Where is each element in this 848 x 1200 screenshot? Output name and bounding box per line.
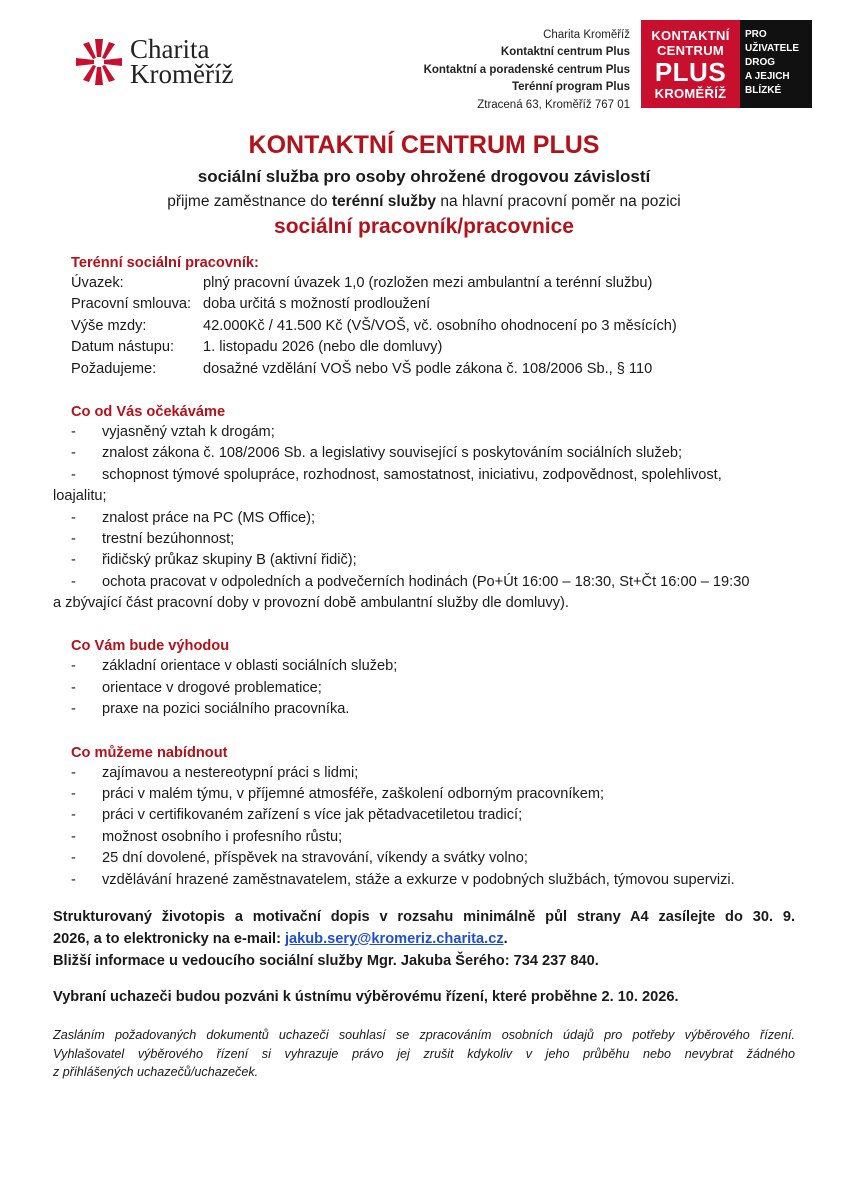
- job-heading: Terénní sociální pracovník:: [71, 255, 259, 271]
- address-block: [424, 27, 630, 114]
- kc-plus-badge: [641, 20, 812, 108]
- job-row-value: 1. listopadu 2026 (nebo dle domluvy): [203, 339, 443, 356]
- badge-red-panel: [641, 20, 740, 108]
- address-line-2: Kontaktní a poradenské centrum Plus: [423, 63, 630, 76]
- list-item: - vyjasněný vztah k drogám;: [71, 423, 275, 440]
- address-org: Charita Kroměříž: [543, 29, 630, 41]
- badge-black-line-1: PRO: [745, 29, 767, 40]
- note-line-1: Zasláním požadovaných dokumentů uchazeči souhlasí se zpracováním osobních údajů pro potřeby výběrového řízení.: [53, 1028, 795, 1042]
- list-item: - 25 dní dovolené, příspěvek na stravování, víkendy a svátky volno;: [71, 850, 528, 867]
- job-row-value: dosažné vzdělání VOŠ nebo VŠ podle zákona č. 108/2006 Sb., § 110: [203, 360, 653, 377]
- list-item: - vzdělávání hrazené zaměstnavatelem, stáže a exkurze v podobných službách, týmovou supervizi.: [71, 871, 735, 888]
- badge-black-line-3: DROG: [745, 57, 775, 68]
- job-row: [71, 273, 798, 294]
- advantage-heading: Co Vám bude výhodou: [71, 638, 230, 655]
- list-item: - orientace v drogové problematice;: [71, 679, 322, 696]
- list-item: - základní orientace v oblasti sociálních služeb;: [71, 658, 398, 675]
- address-line-3: Terénní program Plus: [511, 81, 630, 94]
- logo-text: [130, 34, 234, 89]
- apply-line-1: Strukturovaný životopis a motivační dopis v rozsahu minimálně půl strany A4 zasílejte do 30. 9.: [53, 909, 795, 925]
- list-item-continuation: a zbývající část pracovní doby v provozní době ambulantní služby dle domluvy).: [53, 595, 569, 612]
- badge-black-line-5: BLÍZKÉ: [745, 85, 782, 96]
- list-item: - možnost osobního i profesního růstu;: [71, 828, 343, 845]
- hire-pre: přijme zaměstnance do: [167, 193, 332, 210]
- list-item: - ochota pracovat v odpoledních a podvečerních hodinách (Po+Út 16:00 – 18:30, St+Čt 16:00 – 19:30: [71, 573, 750, 590]
- list-item: - schopnost týmové spolupráce, rozhodnost, samostatnost, iniciativu, zodpovědnost, spolehlivost,: [71, 466, 722, 483]
- job-row: [71, 294, 798, 315]
- badge-red-line-1: KONTAKTNÍ: [651, 28, 730, 43]
- badge-black-panel: [745, 28, 799, 98]
- badge-red-line-3: PLUS: [654, 57, 727, 87]
- list-item: - řidičský průkaz skupiny B (aktivní řidič);: [71, 552, 357, 569]
- page-subtitle: sociální služba pro osoby ohrožené drogovou závislostí: [197, 167, 651, 186]
- page-header: [0, 0, 848, 120]
- list-item: - zajímavou a nestereotypní práci s lidmi;: [71, 764, 359, 781]
- hire-bold: terénní služby: [331, 193, 437, 210]
- apply-line-2: 2026, a to elektronicky na e-mail: jakub.sery@kromeriz.charita.cz.: [53, 930, 508, 947]
- job-row-key: Datum nástupu:: [71, 339, 175, 356]
- job-row-value: plný pracovní úvazek 1,0 (rozložen mezi ambulantní a terénní službu): [203, 275, 653, 291]
- position-title: sociální pracovník/pracovnice: [274, 215, 574, 238]
- selection-info: Vybraní uchazeči budou pozváni k ústnímu výběrovému řízení, které proběhne 2. 10. 2026.: [53, 989, 679, 1005]
- job-row: [71, 359, 798, 380]
- badge-black-line-4: A JEJICH: [745, 71, 790, 82]
- list-item: - trestní bezúhonnost;: [71, 530, 235, 547]
- badge-red-line-4: KROMĚŘÍŽ: [654, 86, 727, 101]
- job-row-key: Výše mzdy:: [71, 317, 147, 334]
- list-item-continuation: loajalitu;: [53, 488, 107, 505]
- hire-line: [0, 193, 848, 211]
- list-item: - znalost zákona č. 108/2006 Sb. a legislativy související s poskytováním sociálních služeb;: [71, 445, 683, 462]
- address-street: Ztracená 63, Kroměříž 767 01: [477, 98, 630, 111]
- privacy-note: [53, 1026, 795, 1082]
- expect-heading: Co od Vás očekáváme: [71, 403, 226, 420]
- job-row: [71, 337, 798, 358]
- badge-black-line-2: UŽIVATELE: [745, 43, 800, 54]
- job-row-value: 42.000Kč / 41.500 Kč (VŠ/VOŠ, vč. osobního ohodnocení po 3 měsících): [203, 317, 677, 334]
- job-row-value: doba určitá s možností prodloužení: [203, 296, 431, 313]
- list-item: - práci v certifikovaném zařízení s více jak pětadvacetiletou tradicí;: [71, 807, 523, 824]
- main-content: [53, 253, 798, 891]
- address-line-1: Kontaktní centrum Plus: [500, 46, 630, 59]
- charita-logo: [74, 34, 234, 89]
- list-item: - praxe na pozici sociálního pracovníka.: [71, 701, 350, 718]
- logo-line-1: Charita: [130, 34, 210, 64]
- list-item: - práci v malém týmu, v příjemné atmosféře, zaškolení odborným pracovníkem;: [71, 786, 605, 803]
- page-title: KONTAKTNÍ CENTRUM PLUS: [248, 131, 600, 159]
- job-row-key: Úvazek:: [71, 275, 124, 291]
- charita-cross-icon: [74, 37, 124, 87]
- job-row: [71, 316, 798, 337]
- application-instructions: [53, 907, 795, 972]
- badge-red-line-2: CENTRUM: [656, 43, 725, 58]
- offer-heading: Co můžeme nabídnout: [71, 744, 228, 761]
- note-line-2: Vyhlašovatel výběrového řízení si vyhrazuje právo jej zrušit kdykoliv v jeho průběhu nebo nevybrat žádného: [53, 1046, 795, 1061]
- job-row-key: Požadujeme:: [71, 360, 157, 377]
- email-link[interactable]: jakub.sery@kromeriz.charita.cz: [284, 930, 504, 947]
- hire-post: na hlavní pracovní poměr na pozici: [436, 193, 681, 210]
- list-item: - znalost práce na PC (MS Office);: [71, 509, 316, 526]
- job-row-key: Pracovní smlouva:: [71, 296, 192, 313]
- apply-line-3: Bližší informace u vedoucího sociální služby Mgr. Jakuba Šerého: 734 237 840.: [53, 952, 599, 969]
- note-line-3: z přihlášených uchazečů/uchazeček.: [53, 1065, 259, 1079]
- logo-line-2: Kroměříž: [130, 59, 234, 89]
